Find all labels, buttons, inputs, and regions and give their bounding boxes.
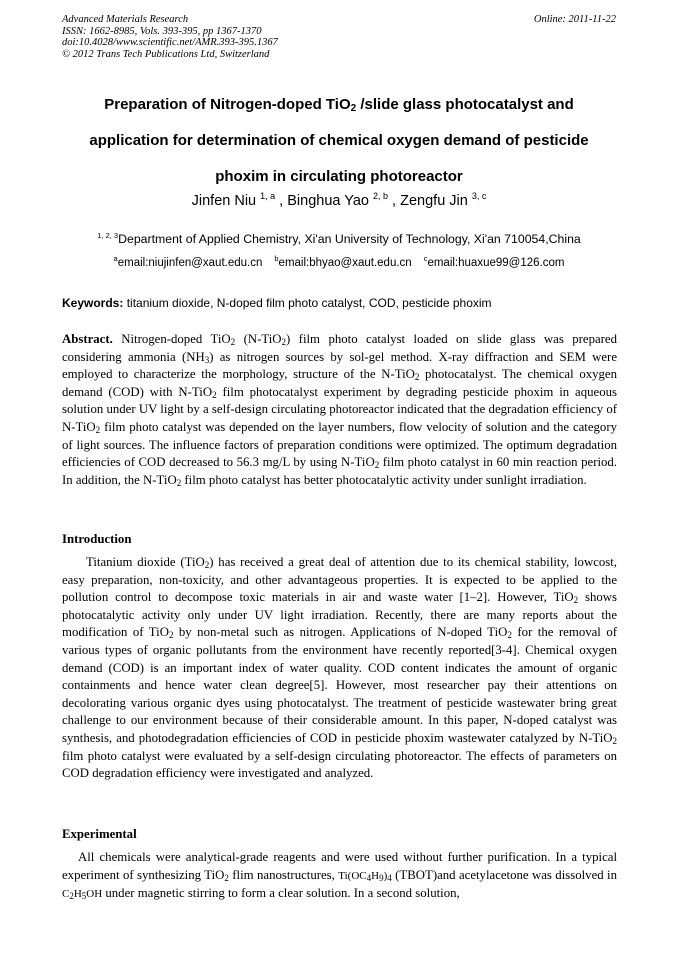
email-c: $^c$email:huaxue99@126.com	[423, 254, 565, 269]
doi-line: doi:10.4028/www.scientific.net/AMR.393-395.1367	[62, 37, 278, 49]
abstract-paragraph: Abstract. Nitrogen-doped TiO$_2$ (N-TiO$_2$) film photo catalyst loaded on slide glass was prepared considering ammonia $(NH_3)$ as nitrogen sources by sol-gel method. X-ray diffraction and SEM were employed to characterize the morphology, structure of the N-TiO$_2$ photocatalyst. The chemical oxygen demand (COD) with N-TiO$_2$ film photocatalyst experiment by degrading pesticide phoxim in aqueous solution under UV light by a self-design circulating photoreactor indicated that the degradation efficiency of N-TiO$_2$ film photo catalyst was depended on the layer numbers, flow velocity of solution and the category of light sources. The influence factors of preparation conditions were optimized. The optimum degradation efficiencies of COD decreased to 56.3 mg/L by using N-TiO$_2$ film photo catalyst in 60 min reaction period. In addition, the N-TiO$_2$ film photo catalyst has better photocatalytic activity under sunlight irradiation.	[62, 332, 618, 488]
author-name: Binghua Yao	[287, 193, 369, 209]
abstract-label: Abstract.	[62, 332, 113, 346]
title-line-2: application for determination of chemical oxygen demand of pesticide	[89, 132, 589, 149]
issn-line: ISSN: 1662-8985, Vols. 393-395, pp 1367-1370	[62, 25, 262, 37]
title-line-1: Preparation of Nitrogen-doped TiO$_2$ /slide glass photocatalyst and	[104, 96, 574, 114]
experimental-heading: Experimental	[62, 827, 137, 841]
introduction-paragraph: Titanium dioxide (TiO$_2$) has received a great deal of attention due to its chemical stability, lowcost, easy preparation, non-toxicity, and other advantageous properties. It is expected to be applied to the pollution control to decompose toxic materials in air and waste water [1–2]. However, TiO$_2$ shows photocatalytic activity only under UV light irradiation. Recently, there are many reports about the modification of TiO$_2$ by non-metal such as nitrogen. Applications of N-doped TiO$_2$ for the removal of various types of organic pollutants from the environment have recently reported[3-4]. Chemical oxygen demand (COD) is an important index of water quality. COD content indicates the amount of organic containments and hence water clean degree[5]. However, most researcher pay their attentions on decolorating various organic dyes using photocatalyst. The treatment of pesticide wastewater bring great challenge to our environment because of their considerable amount. In this paper, N-doped catalyst was synthesis, and photodegradation efficiencies of COD in pesticide phoxim wastewater catalyzed by N-TiO$_2$ film photo catalyst were evaluated by a self-design circulating photoreactor. The effects of parameters on COD degradation efficiency were investigated and analyzed.	[62, 555, 618, 781]
title-line-3: phoxim in circulating photoreactor	[215, 168, 463, 185]
copyright-line: © 2012 Trans Tech Publications Ltd, Switzerland	[62, 48, 270, 60]
author-name: Zengfu Jin	[400, 193, 468, 209]
tbot-formula: $Ti(OC_4H_9)_4$	[338, 869, 392, 883]
introduction-heading: Introduction	[62, 532, 132, 546]
author-sup: 3, c	[471, 191, 487, 201]
email-list	[40, 254, 638, 269]
journal-name: Advanced Materials Research	[62, 14, 189, 25]
journal-header	[62, 14, 278, 60]
paper-title	[40, 87, 638, 195]
author-name: Jinfen Niu	[191, 193, 257, 209]
online-date: Online: 2011-11-22	[533, 14, 616, 25]
email-b: $^b$email:bhyao@xaut.edu.cn	[274, 254, 412, 269]
keywords: Keywords: titanium dioxide, N-doped film photo catalyst, COD, pesticide phoxim	[62, 296, 492, 310]
keywords-label: Keywords:	[62, 296, 124, 310]
author-sup: 2, b	[373, 191, 389, 201]
author-sup: 1, a	[260, 191, 276, 201]
ethanol-formula: $C_2H_5OH$	[62, 888, 103, 902]
experimental-paragraph: All chemicals were analytical-grade reagents and were used without further purification. In a typical experiment of synthesizing TiO$_2$ flim nanostructures, $Ti(OC_4H_9)_4$ (TBOT)and acetylacetone was dissolved in $C_2H_5OH$ under magnetic stirring to form a clear solution. In a second solution,	[62, 850, 618, 902]
author-list: Jinfen Niu $^{1, a}$ , Binghua Yao $^{2, b}$ , Zengfu Jin $^{3, c}$	[191, 191, 487, 209]
affiliation: $^{1, 2, 3}$Department of Applied Chemistry, Xi'an University of Technology, Xi'an 710054,China	[97, 231, 581, 246]
email-a: $^a$email:niujinfen@xaut.edu.cn	[113, 254, 263, 269]
